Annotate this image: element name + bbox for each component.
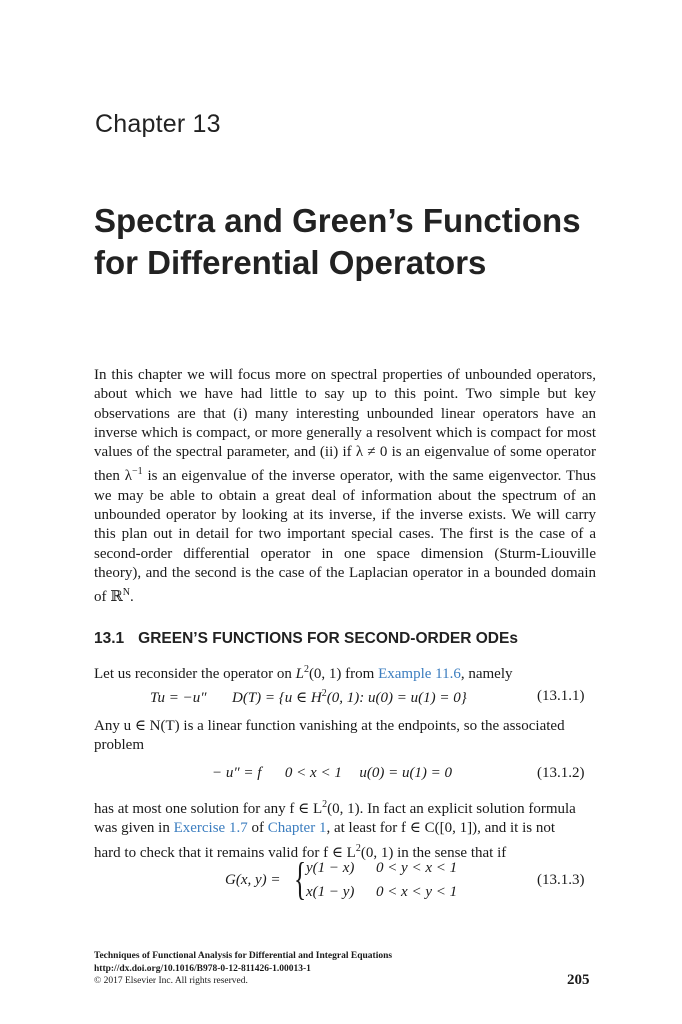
intro-line: is an eigenvalue of the inverse operator, with the same: [147, 468, 484, 485]
eq-rhs: u(0) = u(1) = 0: [359, 765, 453, 781]
intro-line: key observations are that (i) many interesting unbounded linear operators have: [94, 386, 597, 422]
case-cond: 0 < y < x < 1: [375, 860, 458, 876]
body-paragraph-1: [94, 660, 596, 684]
intro-line: for most values of the spectral parameter, and (ii) if λ ≠ 0 is an eigenvalue of: [94, 424, 596, 461]
equation-number: (13.1.2): [537, 765, 585, 781]
superscript: 2: [321, 688, 327, 699]
section-title: GREEN’S FUNCTIONS FOR SECOND-ORDER ODEs: [138, 630, 518, 647]
intro-line: first is the case of a second-order differential operator in one space dimension: [94, 526, 596, 562]
intro-line: (Sturm-Liouville theory), and the second is the case of the Laplacian operator: [94, 545, 597, 581]
chapter-link[interactable]: Chapter 1: [267, 820, 327, 837]
page-number: 205: [567, 972, 590, 988]
doi-link[interactable]: http://dx.doi.org/10.1016/B978-0-12-811426-1.00013-1: [94, 963, 311, 974]
intro-line: an inverse which is compact, or more generally a resolvent which is compact: [94, 405, 596, 441]
intro-line: the spectrum of an unbounded operator by looking at its inverse, if the inverse: [94, 487, 597, 524]
superscript: N: [122, 587, 130, 599]
section-heading: [94, 630, 518, 648]
case-expr: x(1 − y): [306, 884, 355, 900]
exercise-link[interactable]: Exercise 1.7: [173, 820, 248, 837]
left-brace: {: [294, 853, 307, 904]
period: .: [129, 589, 134, 606]
text: , namely: [460, 666, 513, 682]
equation-number: (13.1.1): [537, 688, 585, 704]
superscript: 2: [303, 664, 309, 675]
eq-mid: D(T) = {u ∈ H: [232, 690, 322, 706]
intro-line: In this chapter we will focus more on spectral properties of unbounded: [94, 367, 532, 383]
intro-paragraph: [94, 366, 596, 608]
text-line: has at most one solution for any f ∈ $L^2(0$, 1). In fact an explicit solution formula: [94, 799, 576, 817]
intro-line: some operator then λ: [94, 444, 596, 485]
case-expr: y(1 − x): [306, 860, 355, 876]
equation-case-2: [306, 884, 457, 901]
text-line: Any u ∈ N(T) is a linear function vanishing at the endpoints, so the associated: [94, 718, 565, 734]
intro-line: in a bounded domain of ℝ: [94, 564, 597, 606]
body-paragraph-2: [94, 717, 596, 756]
body-paragraph-3: [94, 795, 596, 863]
text: (0, 1) from: [308, 666, 379, 682]
example-link[interactable]: Example 11.6: [378, 666, 461, 682]
equation-13-1-3-lhs: G(x, y) =: [225, 872, 281, 888]
chapter-title-line-2: for Differential Operators: [94, 244, 487, 281]
text-line: hard to check that it remains valid for f ∈ $L^2(0$, 1) in the sense that if: [94, 842, 507, 861]
chapter-title: [94, 200, 614, 284]
footer: [94, 950, 392, 988]
case-cond: 0 < x < y < 1: [375, 884, 458, 900]
book-title: Techniques of Functional Analysis for Differential and Integral Equations: [94, 951, 393, 961]
equation-number: (13.1.3): [537, 872, 585, 888]
eq-lhs: − u″ = f: [212, 765, 262, 781]
text-line: problem: [94, 737, 144, 754]
intro-line: eigenvector. Thus we may be able to obtain a great deal of information about: [94, 468, 597, 504]
section-number: 13.1: [94, 630, 125, 647]
text: Let us reconsider the operator on: [94, 666, 296, 682]
chapter-label: Chapter 13: [95, 110, 221, 138]
eq-mid: 0 < x < 1: [284, 765, 342, 781]
intro-line: exists. We will carry this plan out in detail for two important special cases. The: [94, 507, 596, 543]
text-line: was given in Exercise 1.7 of Chapter 1, at least for f ∈ C([0, 1]), and it is not: [94, 820, 556, 837]
intro-line: operators, about which we have had little to say up to this point. Two simple but: [94, 367, 596, 403]
chapter-title-line-1: Spectra and Green’s Functions: [94, 202, 581, 239]
eq-lhs: Tu = −u″: [150, 690, 207, 706]
equation-case-1: [306, 860, 457, 877]
math: L: [295, 666, 304, 682]
superscript: −1: [131, 466, 143, 478]
equation-13-1-2: [212, 765, 452, 782]
eq-rhs: (0, 1): u(0) = u(1) = 0}: [326, 690, 467, 706]
copyright: © 2017 Elsevier Inc. All rights reserved.: [94, 976, 248, 986]
equation-13-1-1: [150, 688, 467, 707]
